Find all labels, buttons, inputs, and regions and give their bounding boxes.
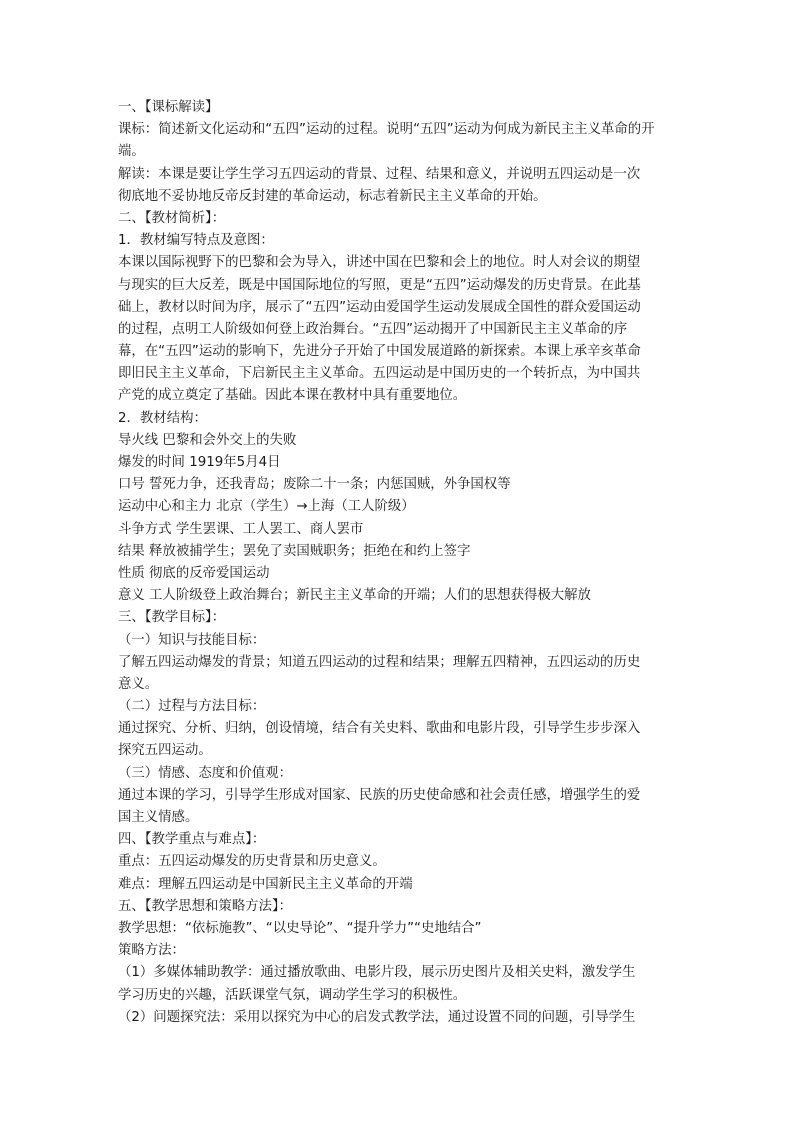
text-line: 了解五四运动爆发的背景；知道五四运动的过程和结果；理解五四精神，五四运动的历史 <box>118 654 641 670</box>
text-line: （三）情感、态度和价值观： <box>118 765 293 781</box>
text-line: 端。 <box>118 144 145 160</box>
text-line: 三、【教学目标】： <box>118 610 226 626</box>
text-line: 学习历史的兴趣，活跃课堂气氛，调动学生学习的积极性。 <box>118 987 467 1003</box>
text-line: 与现实的巨大反差，既是中国国际地位的写照，更是“五四”运动爆发的历史背景。在此基 <box>118 277 641 293</box>
text-line: 产党的成立奠定了基础。因此本课在教材中具有重要地位。 <box>118 388 467 404</box>
text-line: 1．教材编写特点及意图： <box>118 233 274 249</box>
text-line: 幕，在“五四”运动的影响下，先进分子开始了中国发展道路的新探索。本课上承辛亥革命 <box>118 344 641 360</box>
text-line: 意义。 <box>118 676 159 692</box>
text-line: 探究五四运动。 <box>118 743 212 759</box>
text-line: 教学思想：“依标施教”、“以史导论”、“提升学力”“史地结合” <box>118 920 482 936</box>
text-line: 性质 彻底的反帝爱国运动 <box>118 565 270 581</box>
text-line: （1）多媒体辅助教学：通过播放歌曲、电影片段，展示历史图片及相关史料，激发学生 <box>118 965 636 981</box>
text-line: 爆发的时间 1919年5月4日 <box>118 455 281 470</box>
text-line: 国主义情感。 <box>118 810 199 825</box>
text-line: 导火线 巴黎和会外交上的失败 <box>118 432 297 448</box>
text-line: 二、【教材简析】： <box>118 210 226 226</box>
text-line: 四、【教学重点与难点】： <box>118 832 266 848</box>
text-line: （一）知识与技能目标： <box>118 632 266 648</box>
text-line: 结果 释放被捕学生；罢免了卖国贼职务；拒绝在和约上签字 <box>118 543 471 559</box>
text-line: （2）问题探究法：采用以探究为中心的启发式教学法，通过设置不同的问题，引导学生 <box>118 1009 636 1025</box>
document-body <box>118 97 678 1029</box>
text-line: 础上，教材以时间为序，展示了“五四”运动由爱国学生运动发展成全国性的群众爱国运动 <box>118 299 641 315</box>
text-line: 斗争方式 学生罢课、工人罢工、商人罢市 <box>118 521 364 537</box>
text-line: 2．教材结构： <box>118 410 207 426</box>
text-line: 策略方法： <box>118 943 185 959</box>
text-line: 即旧民主主义革命，下启新民主主义革命。五四运动是中国历史的一个转折点，为中国共 <box>118 366 641 382</box>
text-line: 通过本课的学习，引导学生形成对国家、民族的历史使命感和社会责任感，增强学生的爱 <box>118 787 641 803</box>
text-line: 五、【教学思想和策略方法】： <box>118 898 293 914</box>
text-line: 一、【课标解读】 <box>118 100 219 115</box>
text-line: 解读：本课是要让学生学习五四运动的背景、过程、结果和意义，并说明五四运动是一次 <box>118 166 641 182</box>
text-line: 本课以国际视野下的巴黎和会为导入，讲述中国在巴黎和会上的地位。时人对会议的期望 <box>118 255 641 271</box>
text-line: 口号 誓死力争，还我青岛；废除二十一条；内惩国贼，外争国权等 <box>118 477 511 493</box>
text-line: 难点：理解五四运动是中国新民主主义革命的开端 <box>118 876 413 892</box>
text-line: 重点：五四运动爆发的历史背景和历史意义。 <box>118 854 386 870</box>
text-line: 课标：简述新文化运动和“五四”运动的过程。说明“五四”运动为何成为新民主主义革命的开 <box>118 122 655 138</box>
text-line: 运动中心和主力 北京（学生）→上海（工人阶级） <box>118 499 415 515</box>
text-line: 的过程，点明工人阶级如何登上政治舞台。“五四”运动揭开了中国新民主主义革命的序 <box>118 321 628 337</box>
text-line: 意义 工人阶级登上政治舞台；新民主主义革命的开端；人们的思想获得极大解放 <box>118 588 591 604</box>
text-line: 彻底地不妥协地反帝反封建的革命运动，标志着新民主主义革命的开始。 <box>118 188 547 204</box>
text-line: 通过探究、分析、归纳，创设情境，结合有关史料、歌曲和电影片段，引导学生步步深入 <box>118 721 641 737</box>
text-line: （二）过程与方法目标： <box>118 699 266 715</box>
